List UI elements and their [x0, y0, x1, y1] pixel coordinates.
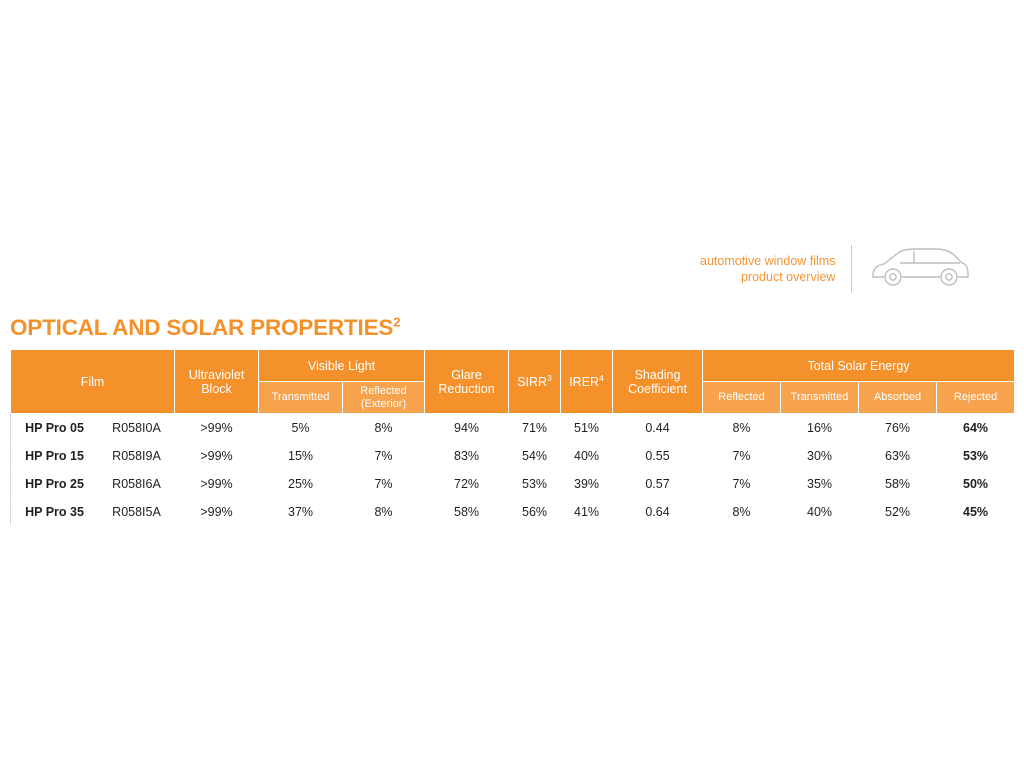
cell-uv-block: >99%	[175, 498, 259, 526]
header-vl-transmitted: Transmitted	[259, 382, 343, 414]
cell-irer: 40%	[561, 442, 613, 470]
cell-uv-block: >99%	[175, 470, 259, 498]
header-total-solar-energy: Total Solar Energy	[703, 350, 1015, 382]
cell-glare-reduction: 94%	[425, 414, 509, 442]
cell-film-code: R058I6A	[99, 470, 175, 498]
cell-glare-reduction: 58%	[425, 498, 509, 526]
cell-shading-coefficient: 0.44	[613, 414, 703, 442]
header-shading-coefficient: Shading Coefficient	[613, 350, 703, 414]
header-ultraviolet-block: Ultraviolet Block	[175, 350, 259, 414]
cell-uv-block: >99%	[175, 414, 259, 442]
cell-film-name: HP Pro 35	[11, 498, 99, 526]
header-irer-superscript: 4	[599, 372, 604, 383]
cell-tse-absorbed: 76%	[859, 414, 937, 442]
header-tse-transmitted: Transmitted	[781, 382, 859, 414]
cell-sirr: 56%	[509, 498, 561, 526]
header-sirr	[509, 350, 561, 414]
cell-shading-coefficient: 0.64	[613, 498, 703, 526]
cell-vl-reflected: 7%	[343, 442, 425, 470]
cell-glare-reduction: 83%	[425, 442, 509, 470]
header-tse-absorbed: Absorbed	[859, 382, 937, 414]
cell-uv-block: >99%	[175, 442, 259, 470]
cell-film-name: HP Pro 15	[11, 442, 99, 470]
optical-solar-properties-table	[10, 349, 1014, 526]
header-sirr-text: SIRR	[517, 374, 548, 389]
header-visible-light: Visible Light	[259, 350, 425, 382]
cell-tse-transmitted: 35%	[781, 470, 859, 498]
header-glare-reduction: Glare Reduction	[425, 350, 509, 414]
cell-tse-reflected: 8%	[703, 414, 781, 442]
cell-tse-transmitted: 16%	[781, 414, 859, 442]
table-header-row-primary	[11, 350, 1015, 382]
page-title-text: OPTICAL AND SOLAR PROPERTIES	[10, 315, 394, 340]
cell-tse-reflected: 7%	[703, 442, 781, 470]
cell-irer: 51%	[561, 414, 613, 442]
cell-shading-coefficient: 0.57	[613, 470, 703, 498]
cell-glare-reduction: 72%	[425, 470, 509, 498]
cell-vl-reflected: 7%	[343, 470, 425, 498]
page-title	[10, 315, 400, 341]
page-title-superscript: 2	[393, 314, 401, 330]
cell-tse-rejected: 53%	[937, 442, 1015, 470]
brand-line-2: product overview	[740, 270, 836, 284]
header-tse-reflected: Reflected	[703, 382, 781, 414]
cell-film-code: R058I0A	[99, 414, 175, 442]
cell-sirr: 71%	[509, 414, 561, 442]
cell-shading-coefficient: 0.55	[613, 442, 703, 470]
header-vl-reflected-exterior: Reflected (Exterior)	[343, 382, 425, 414]
cell-tse-transmitted: 30%	[781, 442, 859, 470]
header-tse-rejected: Rejected	[937, 382, 1015, 414]
cell-tse-absorbed: 58%	[859, 470, 937, 498]
cell-film-name: HP Pro 05	[11, 414, 99, 442]
car-icon	[852, 244, 970, 295]
header-irer-text: IRER	[569, 374, 600, 389]
cell-film-name: HP Pro 25	[11, 470, 99, 498]
table-body	[11, 414, 1015, 526]
cell-sirr: 53%	[509, 470, 561, 498]
cell-film-code: R058I5A	[99, 498, 175, 526]
cell-tse-reflected: 8%	[703, 498, 781, 526]
table-row	[11, 498, 1015, 526]
cell-irer: 41%	[561, 498, 613, 526]
cell-tse-absorbed: 63%	[859, 442, 937, 470]
cell-vl-reflected: 8%	[343, 498, 425, 526]
cell-tse-rejected: 45%	[937, 498, 1015, 526]
table-row	[11, 442, 1015, 470]
header-sirr-superscript: 3	[547, 372, 552, 383]
cell-tse-rejected: 64%	[937, 414, 1015, 442]
header-film: Film	[11, 350, 175, 414]
cell-tse-reflected: 7%	[703, 470, 781, 498]
brand-text	[700, 253, 851, 285]
cell-vl-transmitted: 37%	[259, 498, 343, 526]
cell-vl-transmitted: 5%	[259, 414, 343, 442]
table-row	[11, 470, 1015, 498]
cell-tse-absorbed: 52%	[859, 498, 937, 526]
cell-tse-transmitted: 40%	[781, 498, 859, 526]
cell-vl-reflected: 8%	[343, 414, 425, 442]
table-row	[11, 414, 1015, 442]
header-irer	[561, 350, 613, 414]
cell-vl-transmitted: 15%	[259, 442, 343, 470]
cell-tse-rejected: 50%	[937, 470, 1015, 498]
cell-vl-transmitted: 25%	[259, 470, 343, 498]
cell-film-code: R058I9A	[99, 442, 175, 470]
cell-sirr: 54%	[509, 442, 561, 470]
brand-line-1: automotive window films	[700, 254, 836, 268]
brand-header	[700, 243, 970, 295]
cell-irer: 39%	[561, 470, 613, 498]
